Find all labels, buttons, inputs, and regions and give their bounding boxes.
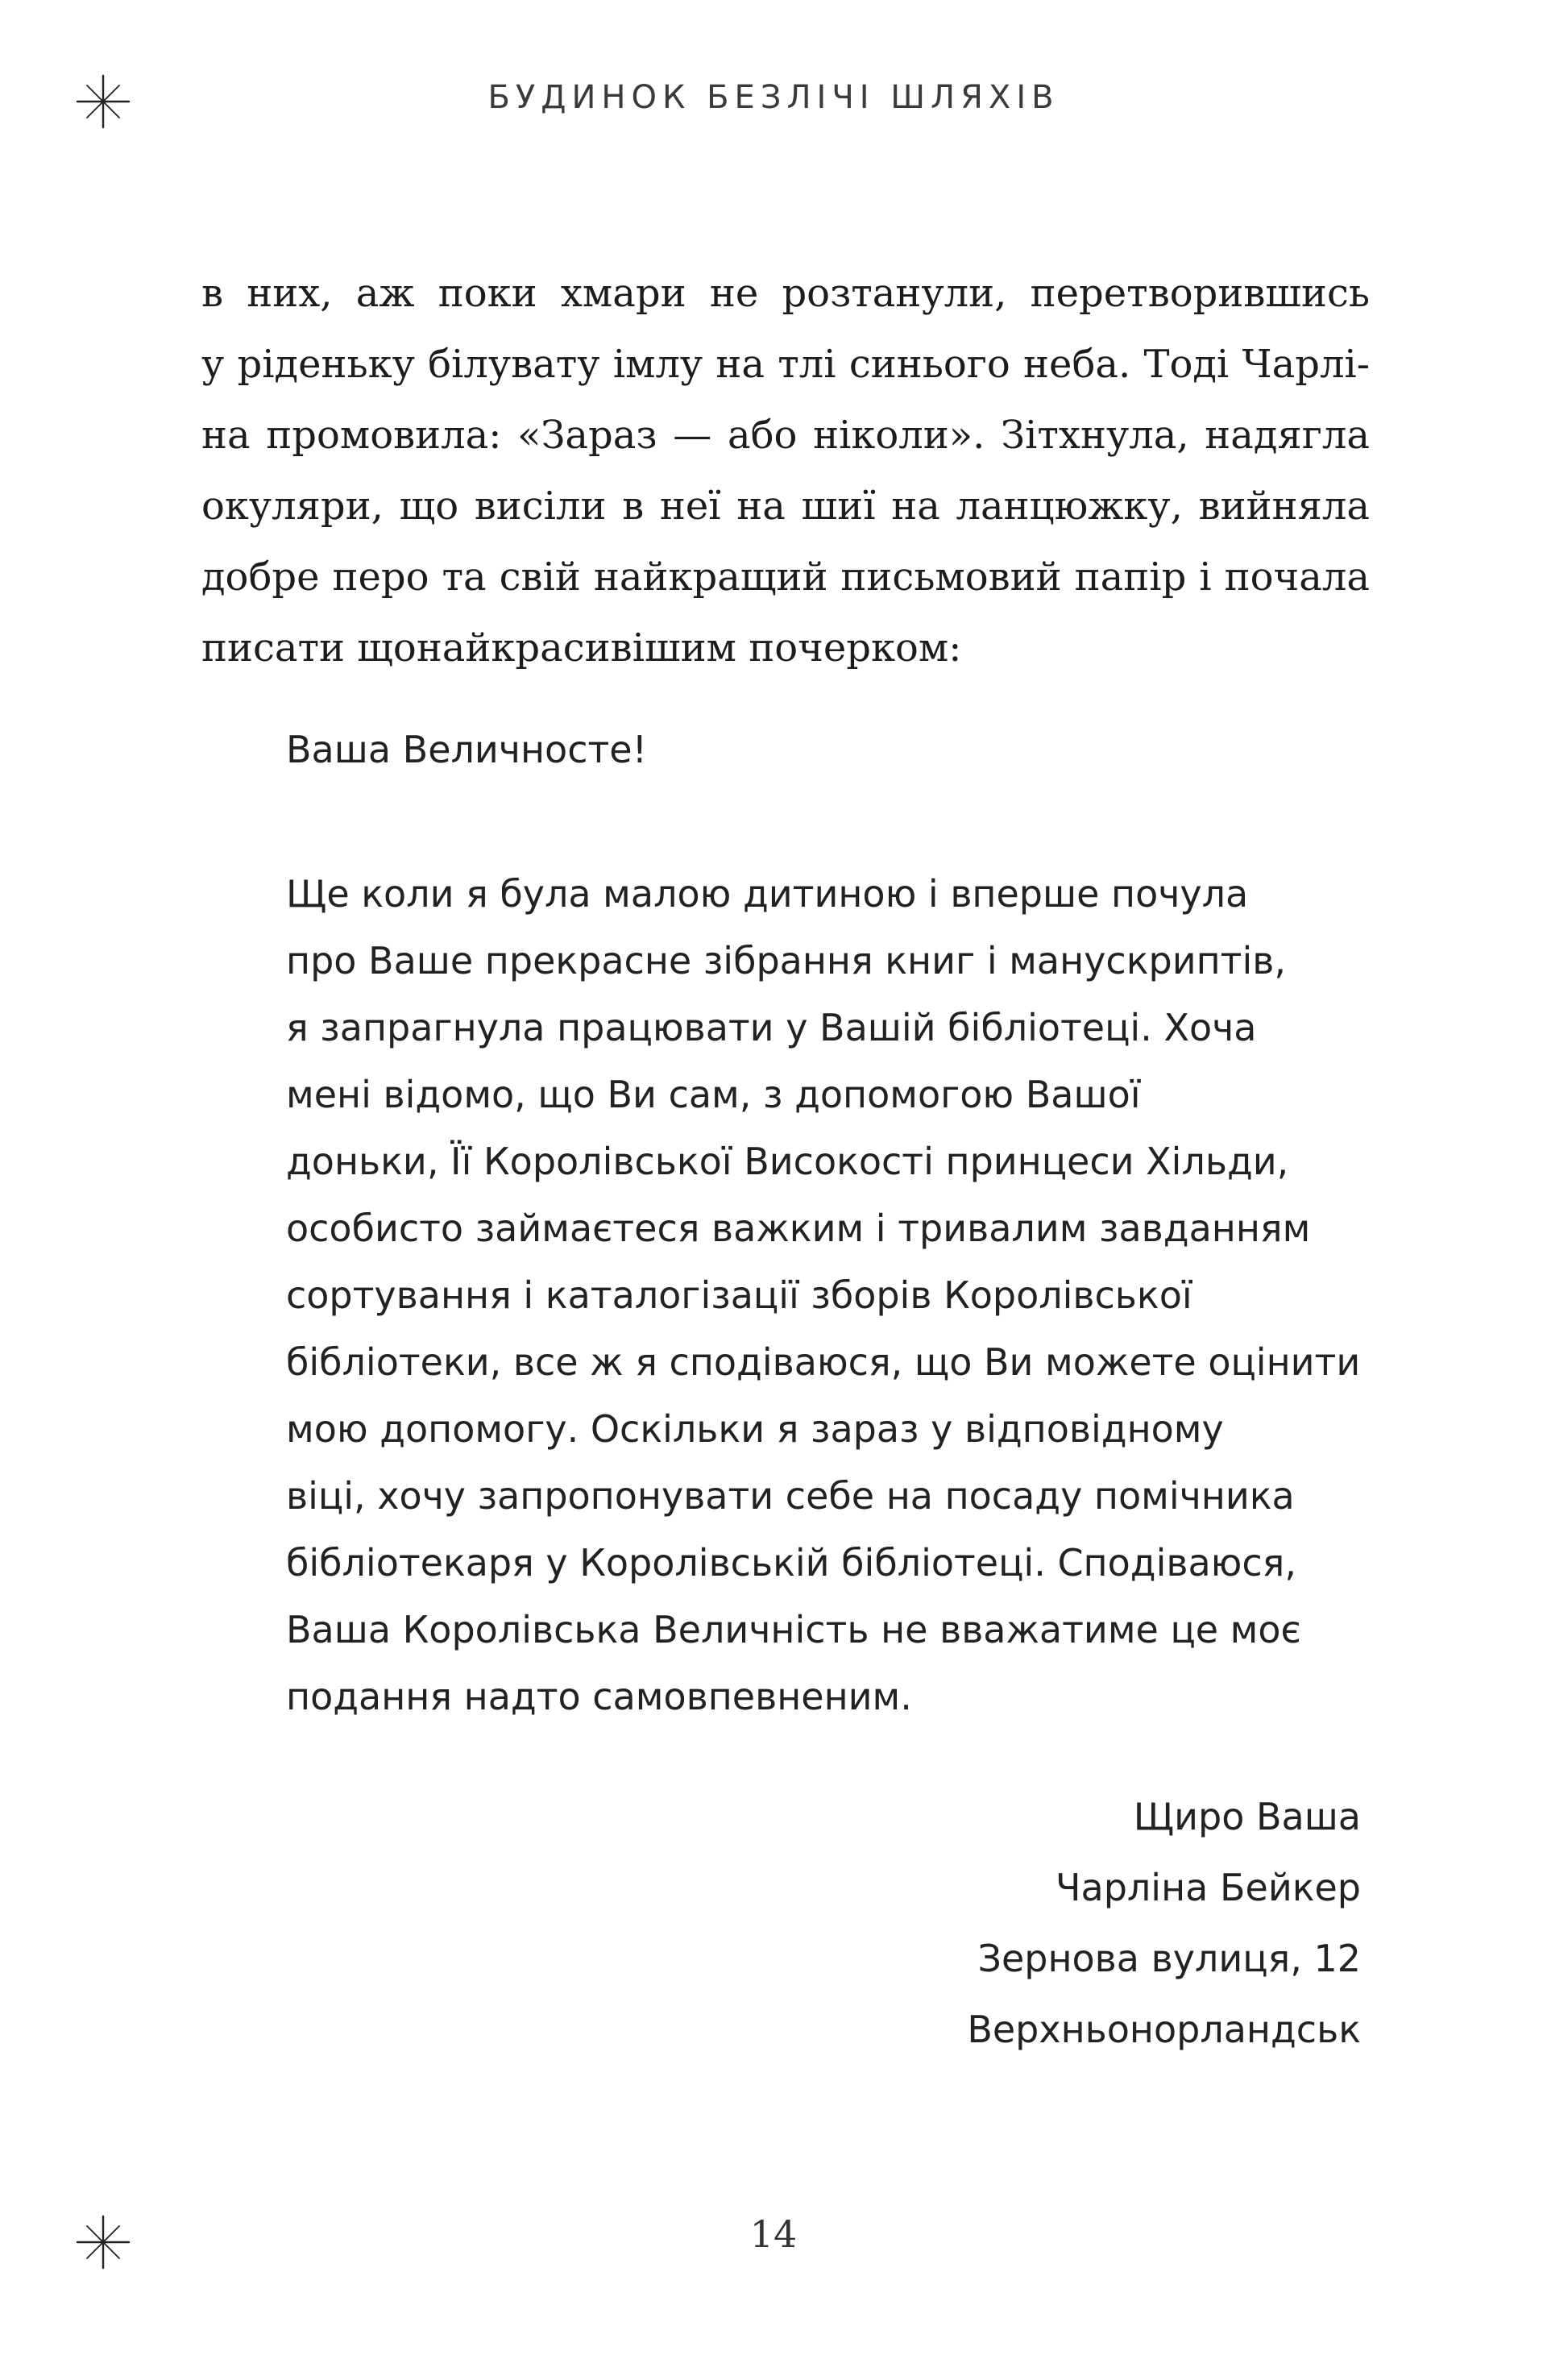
narrative-line: на промовила: «Зараз — або ніколи». Зітхнула, надягла <box>201 413 1370 458</box>
narrative-line: в них, аж поки хмари не розтанули, перетворившись <box>201 271 1370 316</box>
letter-line: мою допомогу. Оскільки я зараз у відповідному <box>286 1407 1224 1451</box>
letter-line: бібліотекаря у Королівській бібліотеці. Сподіваюся, <box>286 1541 1296 1585</box>
signature-name: Чарліна Бейкер <box>1055 1866 1361 1909</box>
narrative-line: писати щонайкрасивішим почерком: <box>201 625 962 671</box>
signature-city: Верхньонорландськ <box>967 2008 1361 2051</box>
letter-line: мені відомо, що Ви сам, з допомогою Вашої <box>286 1073 1141 1116</box>
signature-closing: Щиро Ваша <box>1133 1795 1361 1838</box>
signature-street: Зернова вулиця, 12 <box>977 1937 1361 1980</box>
letter-line: віці, хочу запропонувати себе на посаду помічника <box>286 1474 1295 1518</box>
letter-salutation: Ваша Величносте! <box>286 728 648 771</box>
page-number: 14 <box>749 2212 798 2256</box>
narrative-line: добре перо та свій найкращий письмовий папір і почала <box>201 555 1370 600</box>
letter-line: про Ваше прекрасне зібрання книг і манускриптів, <box>286 939 1286 982</box>
narrative-line: у ріденьку білувату імлу на тлі синього неба. Тоді Чарлі- <box>201 342 1370 387</box>
letter-signature <box>886 1781 1361 2065</box>
running-title: БУДИНОК БЕЗЛІЧІ ШЛЯХІВ <box>487 79 1060 116</box>
letter-body <box>286 861 1370 1730</box>
narrative-paragraph <box>201 258 1370 683</box>
letter-line: особисто займаєтеся важким і тривалим завданням <box>286 1207 1311 1250</box>
letter-line: я запрагнула працювати у Вашій бібліотеці. Хоча <box>286 1006 1257 1049</box>
narrative-line: окуляри, що висіли в неї на шиї на ланцюжку, вийняла <box>201 484 1370 529</box>
letter-line: Ваша Королівська Величність не вважатиме це моє <box>286 1608 1301 1651</box>
letter-line: Ще коли я була малою дитиною і вперше почула <box>286 872 1249 916</box>
letter-line: доньки, Її Королівської Високості принцеси Хільди, <box>286 1140 1289 1183</box>
letter-line: сортування і каталогізації зборів Королівської <box>286 1273 1192 1317</box>
letter-line: подання надто самовпевненим. <box>286 1675 912 1718</box>
letter-line: бібліотеки, все ж я сподіваюся, що Ви можете оцінити <box>286 1340 1361 1384</box>
